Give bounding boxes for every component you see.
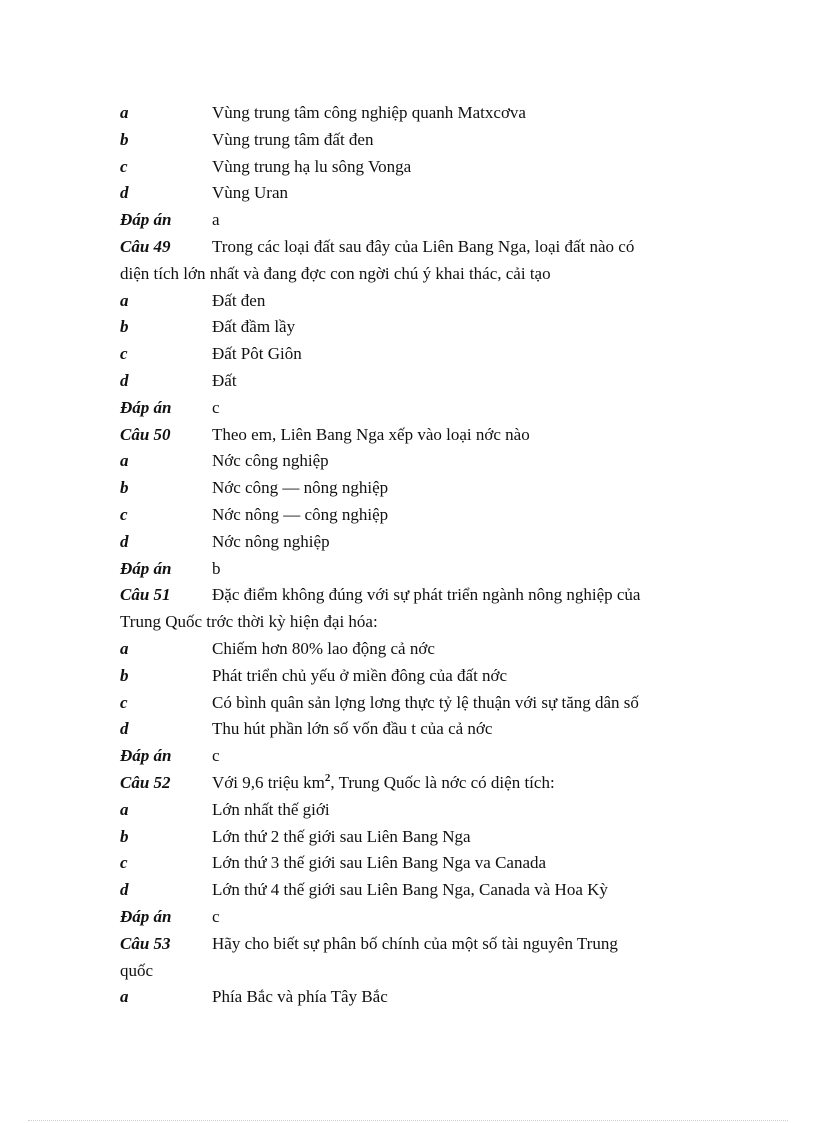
question-label: Câu 51 (120, 585, 171, 605)
page-bottom-divider (28, 1120, 788, 1121)
question-row (120, 931, 720, 958)
option-row (120, 448, 720, 475)
option-label: d (120, 880, 129, 900)
question-text-continuation: Trung Quốc trớc thời kỳ hiện đại hóa: (120, 612, 378, 632)
question-label: Câu 50 (120, 424, 171, 444)
option-row (120, 100, 720, 127)
quiz-content (120, 100, 720, 1011)
option-label: b (120, 478, 129, 498)
superscript-two: 2 (324, 771, 331, 784)
question-continuation-row (120, 958, 720, 985)
option-label: c (120, 344, 128, 364)
option-label: b (120, 129, 129, 149)
option-row (120, 475, 720, 502)
option-text: Thu hút phần lớn số vốn đầu t của cả nớc (212, 719, 493, 739)
option-label: a (120, 290, 129, 310)
option-text: Đất đầm lầy (212, 317, 296, 337)
question-continuation-row (120, 261, 720, 288)
question-text-continuation: quốc (120, 960, 154, 980)
option-text: Đất (212, 370, 237, 390)
answer-label: Đáp án (120, 210, 172, 230)
option-text: Vùng trung hạ lu sông Vonga (212, 156, 412, 176)
option-text: Nớc nông — công nghiệp (212, 504, 389, 524)
option-row (120, 984, 720, 1011)
answer-value: b (212, 558, 221, 578)
option-row (120, 314, 720, 341)
option-row (120, 850, 720, 877)
answer-row (120, 904, 720, 931)
question-row (120, 770, 720, 797)
question-text: Theo em, Liên Bang Nga xếp vào loại nớc nào (212, 424, 530, 444)
option-label: c (120, 692, 128, 712)
option-text: Nớc công — nông nghiệp (212, 478, 389, 498)
option-label: a (120, 799, 129, 819)
option-text: Lớn thứ 2 thế giới sau Liên Bang Nga (212, 826, 471, 846)
option-label: d (120, 183, 129, 203)
option-row (120, 127, 720, 154)
question-text: Trong các loại đất sau đây của Liên Bang Nga, loại đất nào có (212, 236, 635, 256)
option-row (120, 180, 720, 207)
answer-row (120, 743, 720, 770)
option-label: d (120, 370, 129, 390)
option-row (120, 288, 720, 315)
answer-value: c (212, 906, 220, 926)
option-text: Vùng trung tâm công nghiệp quanh Matxcơva (212, 103, 526, 122)
question-label: Câu 52 (120, 772, 171, 792)
option-row (120, 877, 720, 904)
option-label: b (120, 317, 129, 337)
option-row (120, 341, 720, 368)
option-label: a (120, 638, 129, 658)
option-text: Lớn thứ 3 thế giới sau Liên Bang Nga va Canada (212, 853, 547, 873)
option-row (120, 636, 720, 663)
option-text: Lớn nhất thế giới (212, 799, 330, 819)
question-text-before: Với 9,6 triệu km (212, 772, 325, 792)
option-text: Vùng Uran (212, 183, 289, 203)
option-row (120, 797, 720, 824)
option-text: Phía Bắc và phía Tây Bắc (212, 987, 388, 1007)
question-continuation-row (120, 609, 720, 636)
option-label: b (120, 665, 129, 685)
question-label: Câu 53 (120, 933, 171, 953)
question-row (120, 422, 720, 449)
option-text: Nớc công nghiệp (212, 451, 329, 471)
answer-label: Đáp án (120, 558, 172, 578)
option-row (120, 368, 720, 395)
option-text: Chiếm hơn 80% lao động cả nớc (212, 638, 435, 658)
question-text: Hãy cho biết sự phân bố chính của một số tài nguyên Trung (212, 933, 618, 953)
option-label: a (120, 987, 129, 1007)
answer-row (120, 556, 720, 583)
option-label: b (120, 826, 129, 846)
option-row (120, 824, 720, 851)
question-text-after: , Trung Quốc là nớc có diện tích: (330, 772, 555, 792)
answer-value: c (212, 397, 220, 417)
question-label: Câu 49 (120, 236, 171, 256)
question-text (212, 770, 555, 797)
option-row (120, 154, 720, 181)
option-label: a (120, 451, 129, 471)
question-row (120, 234, 720, 261)
question-row (120, 582, 720, 609)
answer-label: Đáp án (120, 906, 172, 926)
option-text: Đất Pôt Giôn (212, 344, 302, 364)
question-text-continuation: diện tích lớn nhất và đang đợc con ngời chú ý khai thác, cải tạo (120, 263, 551, 283)
answer-label: Đáp án (120, 397, 172, 417)
answer-label: Đáp án (120, 746, 172, 766)
answer-row (120, 395, 720, 422)
option-label: a (120, 103, 129, 122)
option-text: Phát triển chủ yếu ở miền đông của đất nớc (212, 665, 508, 685)
option-label: c (120, 156, 128, 176)
option-row (120, 716, 720, 743)
option-row (120, 690, 720, 717)
option-text: Nớc nông nghiệp (212, 531, 330, 551)
option-text: Vùng trung tâm đất đen (212, 129, 374, 149)
option-text: Có bình quân sản lợng lơng thực tỷ lệ thuận với sự tăng dân số (212, 692, 639, 712)
option-row (120, 529, 720, 556)
option-label: d (120, 719, 129, 739)
option-label: d (120, 531, 129, 551)
answer-row (120, 207, 720, 234)
question-text: Đặc điểm không đúng với sự phát triển ngành nông nghiệp của (212, 585, 641, 605)
answer-value: a (212, 210, 220, 230)
option-label: c (120, 853, 128, 873)
option-row (120, 502, 720, 529)
option-row (120, 663, 720, 690)
option-label: c (120, 504, 128, 524)
option-text: Đất đen (212, 290, 266, 310)
option-text: Lớn thứ 4 thế giới sau Liên Bang Nga, Canada và Hoa Kỳ (212, 880, 608, 900)
answer-value: c (212, 746, 220, 766)
